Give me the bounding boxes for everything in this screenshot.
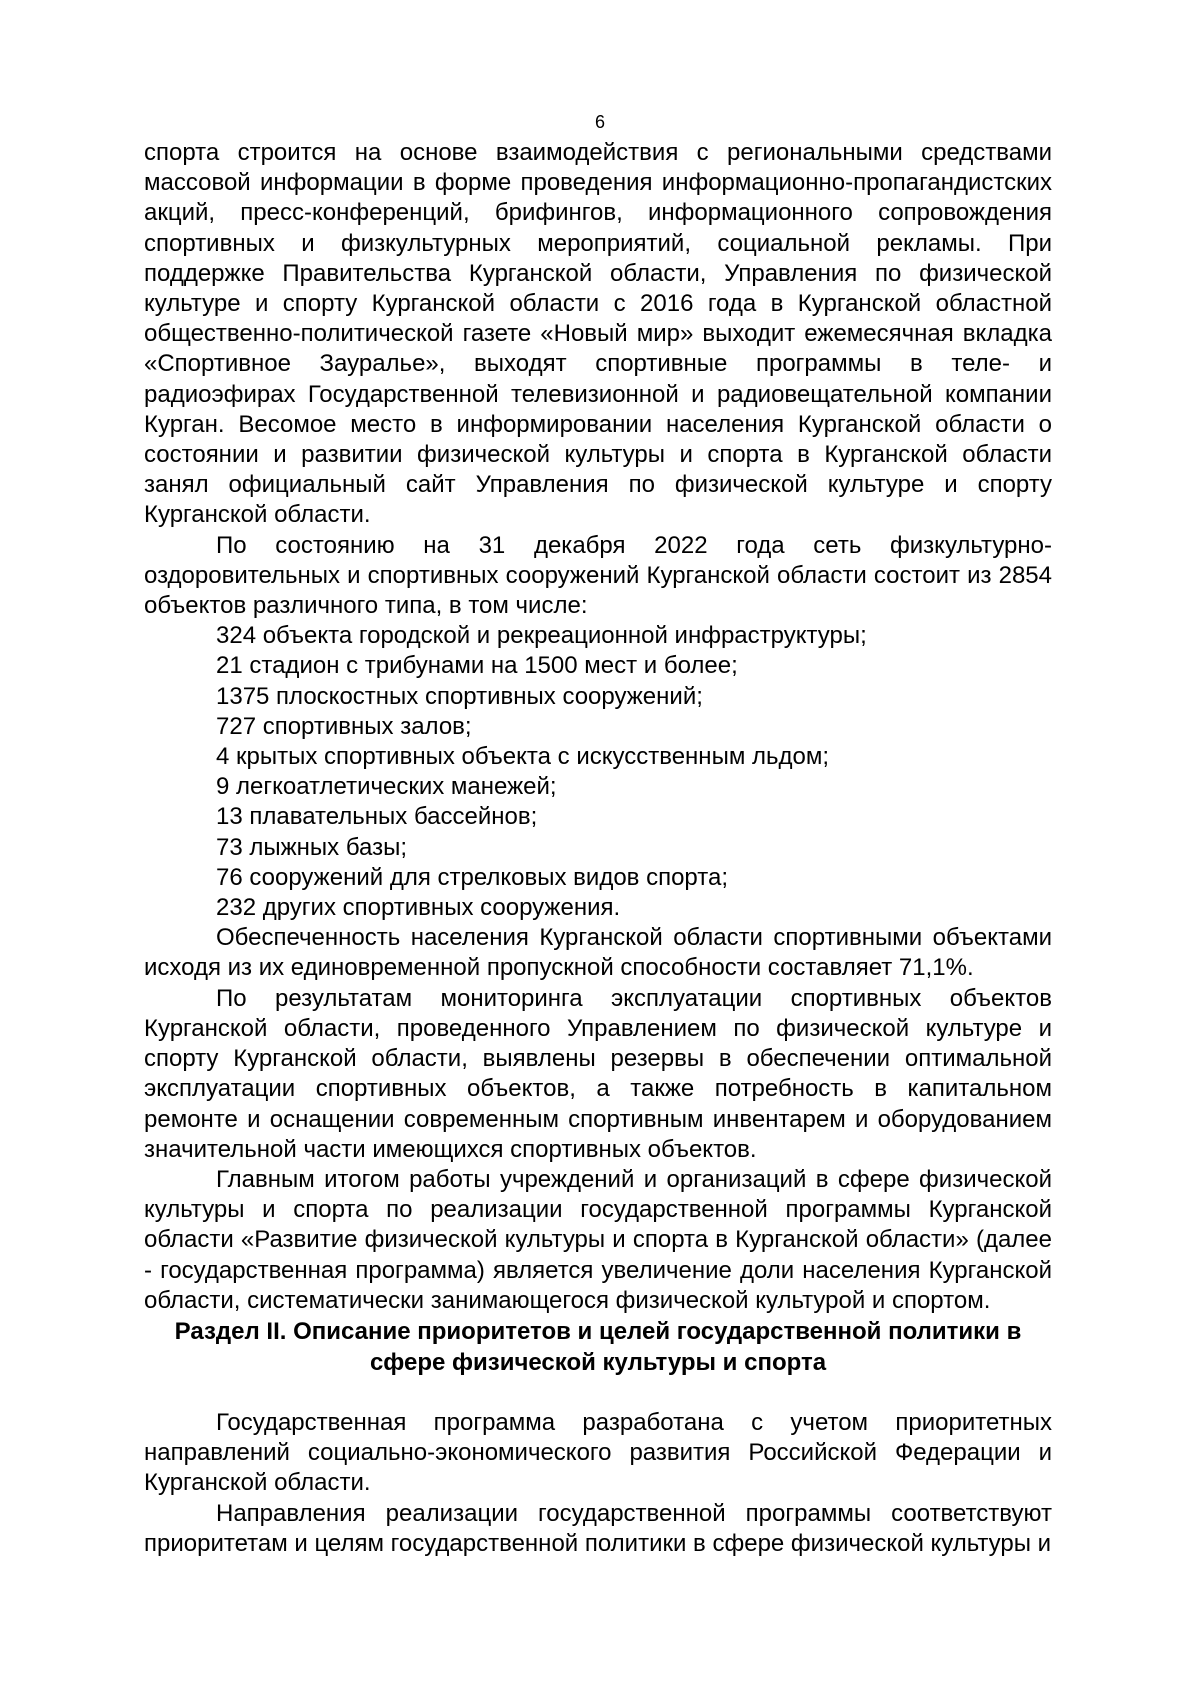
list-item: 76 сооружений для стрелковых видов спорта;	[216, 863, 728, 891]
list-item: 9 легкоатлетических манежей;	[216, 773, 557, 801]
paragraph-program-directions: Направления реализации государственной программы соответствуют приоритетам и целям государственной политики в сфере физической культуры и	[144, 1499, 1052, 1557]
spacer	[144, 1378, 1052, 1408]
section-heading: Раздел II. Описание приоритетов и целей государственной политики в сфере физической культуры и спорта	[174, 1317, 1022, 1376]
paragraph-capacity: Обеспеченность населения Курганской области спортивными объектами исходя из их единовременной пропускной способности составляет 71,1%.	[144, 924, 1052, 982]
page-number: 6	[594, 112, 605, 132]
paragraph-program-basis: Государственная программа разработана с учетом приоритетных направлений социально-экономического развития Российской Федерации и Курганской области.	[144, 1408, 1052, 1497]
list-item: 324 объекта городской и рекреационной инфраструктуры;	[216, 622, 867, 650]
list-item: 727 спортивных залов;	[216, 712, 472, 740]
document-body	[144, 138, 1052, 1559]
paragraph-main-result: Главным итогом работы учреждений и организаций в сфере физической культуры и спорта по реализации государственной программы Курганской области «Развитие физической культуры и спорта в Курганской области» (далее - государственная программа) является увеличение доли населения Курганской области, систематически занимающегося физической культурой и спортом.	[144, 1165, 1052, 1314]
list-item: 4 крытых спортивных объекта с искусственным льдом;	[216, 743, 830, 771]
list-item: 13 плавательных бассейнов;	[216, 803, 538, 831]
paragraph-media: спорта строится на основе взаимодействия с региональными средствами массовой информации в форме проведения информационно-пропагандистских акций, пресс-конференций, брифингов, информационного сопровождения спортивных и физкультурных мероприятий, социальной рекламы. При поддержке Правительства Курганской области, Управления по физической культуре и спорту Курганской области с 2016 года в Курганской областной общественно-политической газете «Новый мир» выходит ежемесячная вкладка «Спортивное Зауралье», выходят спортивные программы в теле- и радиоэфирах Государственной телевизионной и радиовещательной компании Курган. Весомое место в информировании населения Курганской области о состоянии и развитии физической культуры и спорта в Курганской области занял официальный сайт Управления по физической культуре и спорту Курганской области.	[144, 139, 1052, 529]
list-item: 232 других спортивных сооружения.	[216, 894, 621, 922]
list-item: 21 стадион с трибунами на 1500 мест и более;	[216, 652, 738, 680]
list-item: 73 лыжных базы;	[216, 833, 408, 861]
facilities-list	[144, 621, 1052, 923]
paragraph-monitoring: По результатам мониторинга эксплуатации спортивных объектов Курганской области, проведенного Управлением по физической культуре и спорту Курганской области, выявлены резервы в обеспечении оптимальной эксплуатации спортивных объектов, а также потребность в капитальном ремонте и оснащении современным спортивным инвентарем и оборудованием значительной части имеющихся спортивных объектов.	[144, 984, 1052, 1163]
list-item: 1375 плоскостных спортивных сооружений;	[216, 682, 703, 710]
paragraph-facilities-intro: По состоянию на 31 декабря 2022 года сеть физкультурно-оздоровительных и спортивных сооружений Курганской области состоит из 2854 объектов различного типа, в том числе:	[144, 531, 1052, 620]
